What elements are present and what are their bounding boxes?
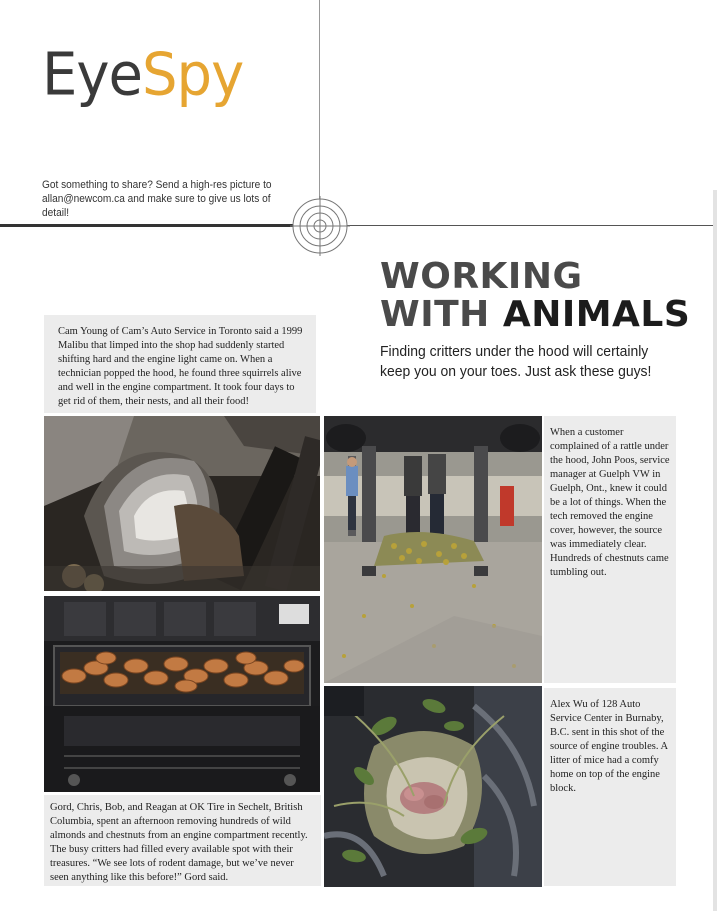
article-dek: Finding critters under the hood will certainly keep you on your toes. Just ask these guys! bbox=[380, 343, 652, 380]
caption-almonds: Gord, Chris, Bob, and Reagan at OK Tire in Sechelt, British Columbia, spent an afternoon removing hundreds of wild almonds and chestnuts from an engine compartment recently. The busy critters had filled every available spot with their treasures. “We see lots of rodent damage, but we’ve never seen anything like this before!” Gord said. bbox=[44, 795, 321, 886]
photo-almonds-airbox bbox=[44, 596, 320, 792]
submission-tagline: Got something to share? Send a high-res picture to allan@newcom.ca and make sure to give us lots of detail! bbox=[42, 179, 272, 219]
caption-squirrels: Cam Young of Cam’s Auto Service in Toronto said a 1999 Malibu that limped into the shop had suddenly started shifting hard and the engine light came on. When a technician popped the hood, he found three squirrels alive and well in the engine compartment. It took four days to get rid of them, their nests, and all their food! bbox=[44, 315, 316, 413]
page-edge-strip bbox=[713, 190, 717, 911]
photo-squirrel-engine bbox=[44, 416, 320, 591]
horizontal-rule-left bbox=[0, 224, 318, 227]
headline-line2a: WITH bbox=[380, 294, 503, 335]
caption-mice: Alex Wu of 128 Auto Service Center in Burnaby, B.C. sent in this shot of the source of engine troubles. A litter of mice had a comfy home on top of the engine block. bbox=[544, 688, 676, 886]
headline-line1: WORKING bbox=[380, 256, 583, 297]
photo-mice-nest bbox=[324, 686, 542, 887]
eyespy-logo bbox=[42, 40, 244, 109]
logo-eye: Eye bbox=[42, 40, 142, 109]
photo-chestnuts-shop bbox=[324, 416, 542, 683]
headline-line2b: ANIMALS bbox=[502, 294, 691, 335]
article-headline bbox=[380, 258, 690, 334]
horizontal-rule-right bbox=[332, 225, 717, 226]
caption-chestnuts: When a customer complained of a rattle under the hood, John Poos, service manager at Guelph VW in Guelph, Ont., knew it could be a lot of things. When the tech removed the engine cover, however, the source was immediately clear. Hundreds of chestnuts came tumbling out. bbox=[544, 416, 676, 683]
logo-spy: Spy bbox=[141, 40, 244, 109]
crosshair-icon bbox=[290, 196, 350, 256]
